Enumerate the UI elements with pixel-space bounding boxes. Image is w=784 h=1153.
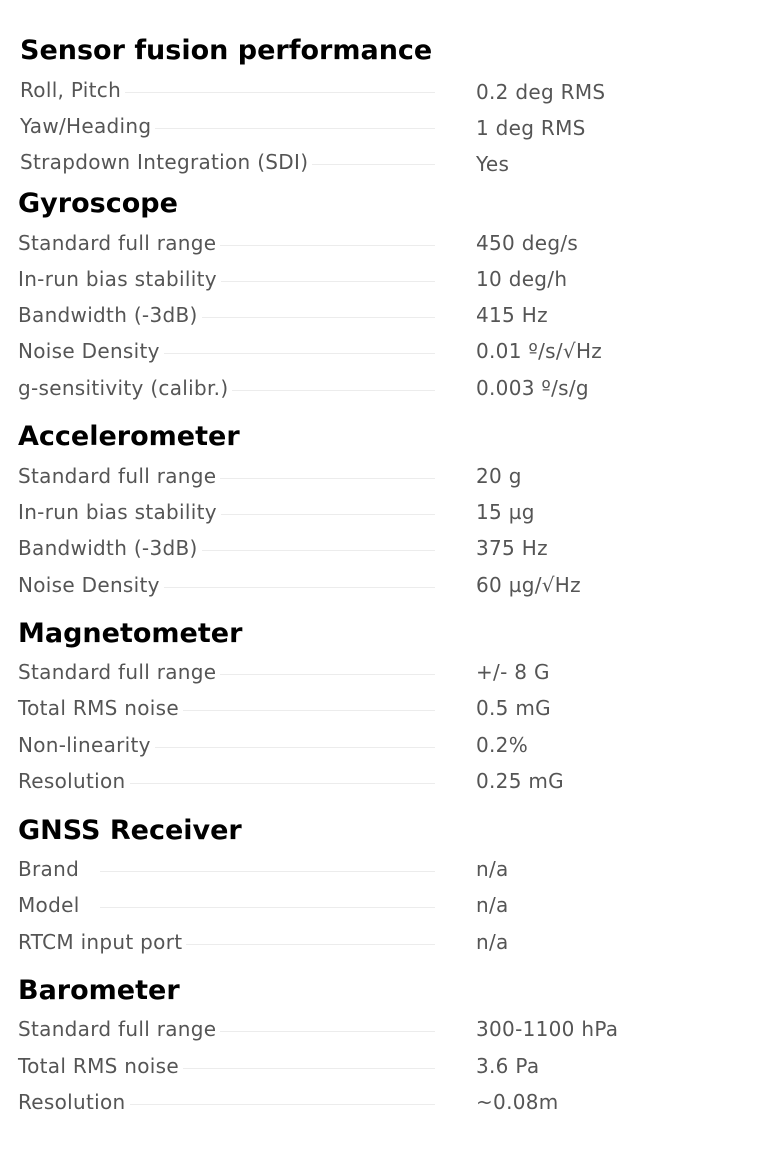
spec-label: In-run bias stability <box>18 266 221 292</box>
spec-label: Standard full range <box>18 659 220 685</box>
spec-value: 20 g <box>476 464 522 488</box>
spec-value: n/a <box>476 857 509 881</box>
spec-label: g-sensitivity (calibr.) <box>18 375 232 401</box>
section-title: Gyroscope <box>18 188 178 219</box>
spec-label: Model <box>18 892 84 918</box>
spec-row <box>0 572 784 598</box>
section-title: Magnetometer <box>18 618 243 649</box>
leader-line <box>100 92 435 93</box>
spec-row <box>0 535 784 561</box>
spec-label: Resolution <box>18 768 130 794</box>
spec-label: In-run bias stability <box>18 499 221 525</box>
spec-label: Resolution <box>18 1089 130 1115</box>
spec-value: +/- 8 G <box>476 660 550 684</box>
spec-value: 0.2 deg RMS <box>476 80 606 104</box>
spec-label: Roll, Pitch <box>20 77 125 103</box>
spec-value: 0.01 º/s/√Hz <box>476 339 603 363</box>
spec-row <box>0 77 784 103</box>
spec-label: Bandwidth (-3dB) <box>18 535 202 561</box>
spec-value: 3.6 Pa <box>476 1054 540 1078</box>
spec-row <box>0 266 784 292</box>
spec-row <box>0 1016 784 1042</box>
spec-label: Bandwidth (-3dB) <box>18 302 202 328</box>
spec-row <box>0 856 784 882</box>
spec-row <box>0 463 784 489</box>
spec-row <box>0 659 784 685</box>
spec-row <box>0 375 784 401</box>
spec-value: n/a <box>476 893 509 917</box>
spec-row <box>0 892 784 918</box>
spec-value: 1 deg RMS <box>476 116 586 140</box>
spec-label: Yaw/Heading <box>20 113 155 139</box>
leader-line <box>100 871 435 872</box>
spec-label: Noise Density <box>18 338 164 364</box>
spec-value: 15 µg <box>476 500 535 524</box>
spec-row <box>0 113 784 139</box>
spec-value: ~0.08m <box>476 1090 559 1114</box>
spec-row <box>0 338 784 364</box>
spec-label: Standard full range <box>18 230 220 256</box>
spec-label: RTCM input port <box>18 929 186 955</box>
spec-row <box>0 768 784 794</box>
spec-label: Standard full range <box>18 463 220 489</box>
spec-row <box>0 302 784 328</box>
spec-row <box>0 732 784 758</box>
spec-label: Strapdown Integration (SDI) <box>20 149 312 175</box>
spec-value: 0.5 mG <box>476 696 551 720</box>
spec-value: 10 deg/h <box>476 267 568 291</box>
spec-row <box>0 1053 784 1079</box>
spec-label: Total RMS noise <box>18 695 183 721</box>
spec-value: 0.003 º/s/g <box>476 376 589 400</box>
spec-value: 450 deg/s <box>476 231 579 255</box>
spec-label: Noise Density <box>18 572 164 598</box>
leader-line <box>100 783 435 784</box>
spec-value: 300-1100 hPa <box>476 1017 619 1041</box>
leader-line <box>100 1104 435 1105</box>
spec-row <box>0 929 784 955</box>
section-title: Accelerometer <box>18 421 240 452</box>
spec-value: 0.2% <box>476 733 529 757</box>
spec-value: 415 Hz <box>476 303 548 327</box>
section-title: Barometer <box>18 975 180 1006</box>
leader-line <box>100 907 435 908</box>
spec-label: Total RMS noise <box>18 1053 183 1079</box>
spec-value: 375 Hz <box>476 536 548 560</box>
spec-row <box>0 499 784 525</box>
spec-label: Non-linearity <box>18 732 155 758</box>
spec-row <box>0 230 784 256</box>
spec-label: Standard full range <box>18 1016 220 1042</box>
spec-value: Yes <box>476 152 510 176</box>
spec-value: 60 µg/√Hz <box>476 573 581 597</box>
spec-row <box>0 695 784 721</box>
section-title: GNSS Receiver <box>18 815 242 846</box>
section-title: Sensor fusion performance <box>20 35 433 66</box>
spec-label: Brand <box>18 856 83 882</box>
spec-row <box>0 149 784 175</box>
spec-row <box>0 1089 784 1115</box>
spec-value: n/a <box>476 930 509 954</box>
spec-value: 0.25 mG <box>476 769 564 793</box>
